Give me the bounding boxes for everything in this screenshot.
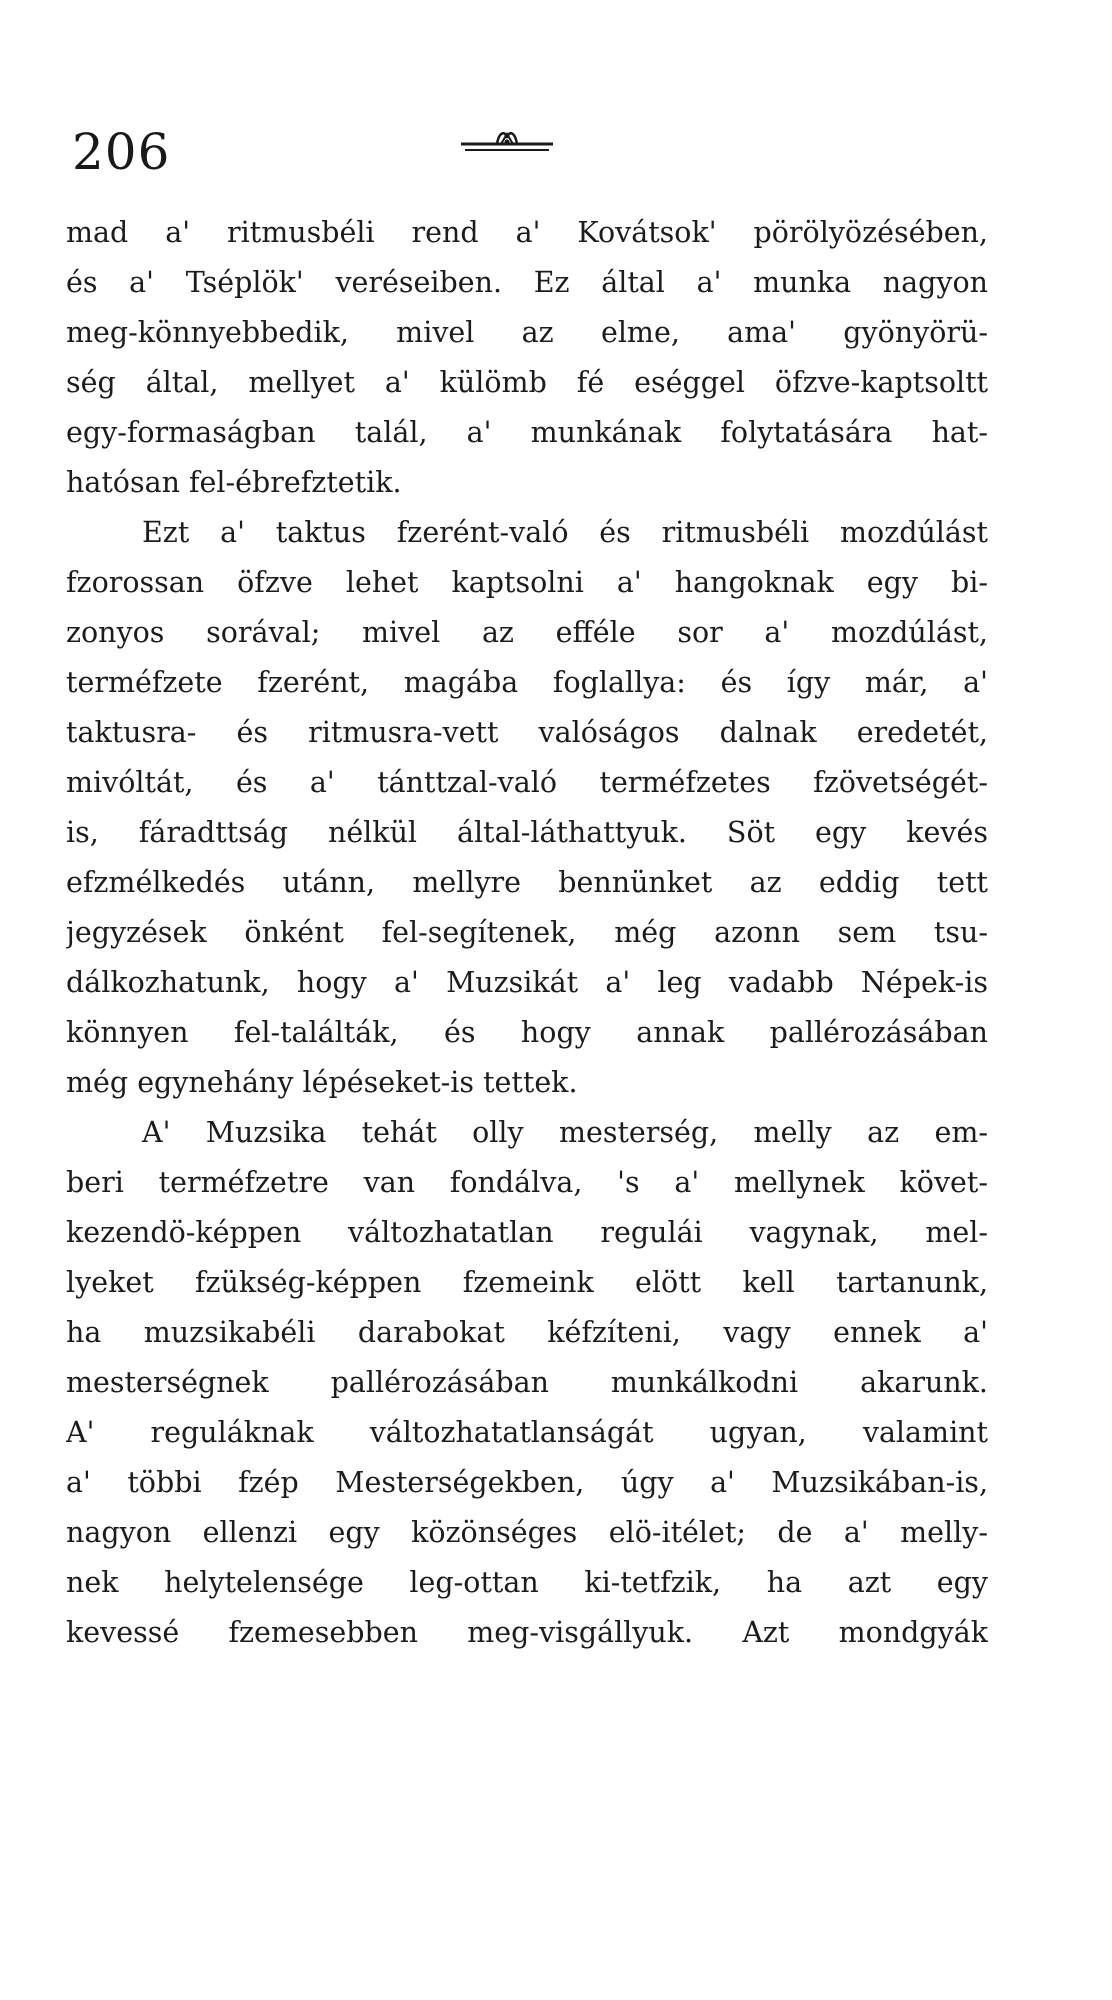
text-line: egy-formaságban talál, a' munkának folytatására hat-	[66, 416, 988, 449]
ornament-icon	[457, 122, 557, 162]
text-line: nagyon ellenzi egy közönséges elö-itélet; de a' melly-	[66, 1516, 988, 1549]
text-line: fzorossan öfzve lehet kaptsolni a' hangoknak egy bi-	[66, 566, 988, 599]
text-line: és a' Tséplök' veréseiben. Ez által a' munka nagyon	[66, 266, 988, 299]
text-line: A' Muzsika tehát olly mesterség, melly az em-	[142, 1116, 988, 1149]
text-line: jegyzések önként fel-segítenek, még azonn sem tsu-	[66, 916, 988, 949]
page-number: 206	[72, 123, 171, 181]
text-line: mesterségnek pallérozásában munkálkodni akarunk.	[66, 1366, 988, 1399]
text-line: zonyos sorával; mivel az efféle sor a' mozdúlást,	[66, 616, 988, 649]
text-line: hatósan fel-ébrefztetik.	[66, 466, 402, 499]
text-line: ség által, mellyet a' külömb fé eséggel öfzve-kaptsoltt	[66, 366, 988, 399]
paragraph	[66, 208, 988, 508]
text-line: lyeket fzükség-képpen fzemeink elött kell tartanunk,	[66, 1266, 988, 1299]
text-line: Ezt a' taktus fzerént-való és ritmusbéli mozdúlást	[142, 516, 988, 549]
body-text	[66, 208, 988, 1658]
page-header	[72, 122, 1032, 182]
text-line: is, fáradttság nélkül által-láthattyuk. Söt egy kevés	[66, 816, 988, 849]
text-line: kevessé fzemesebben meg-visgállyuk. Azt mondgyák	[66, 1616, 988, 1649]
text-line: nek helytelensége leg-ottan ki-tetfzik, ha azt egy	[66, 1566, 988, 1599]
text-line: efzmélkedés utánn, mellyre bennünket az eddig tett	[66, 866, 988, 899]
text-line: mad a' ritmusbéli rend a' Kovátsok' pörölyözésében,	[66, 216, 988, 249]
text-line: terméfzete fzerént, magába foglallya: és így már, a'	[66, 666, 988, 699]
text-line: ha muzsikabéli darabokat kéfzíteni, vagy ennek a'	[66, 1316, 988, 1349]
text-line: meg-könnyebbedik, mivel az elme, ama' gyönyörü-	[66, 316, 988, 349]
text-line: a' többi fzép Mesterségekben, úgy a' Muzsikában-is,	[66, 1466, 988, 1499]
text-line: könnyen fel-találták, és hogy annak pallérozásában	[66, 1016, 988, 1049]
paragraph	[66, 508, 988, 1108]
paragraph	[66, 1108, 988, 1658]
text-line: még egynehány lépéseket-is tettek.	[66, 1066, 578, 1099]
text-line: A' reguláknak változhatatlanságát ugyan, valamint	[66, 1416, 988, 1449]
text-line: dálkozhatunk, hogy a' Muzsikát a' leg vadabb Népek-is	[66, 966, 988, 999]
text-line: kezendö-képpen változhatatlan regulái vagynak, mel-	[66, 1216, 988, 1249]
text-line: mivóltát, és a' tánttzal-való terméfzetes fzövetségét-	[66, 766, 988, 799]
text-line: taktusra- és ritmusra-vett valóságos dalnak eredetét,	[66, 716, 988, 749]
text-line: beri terméfzetre van fondálva, 's a' mellynek követ-	[66, 1166, 988, 1199]
